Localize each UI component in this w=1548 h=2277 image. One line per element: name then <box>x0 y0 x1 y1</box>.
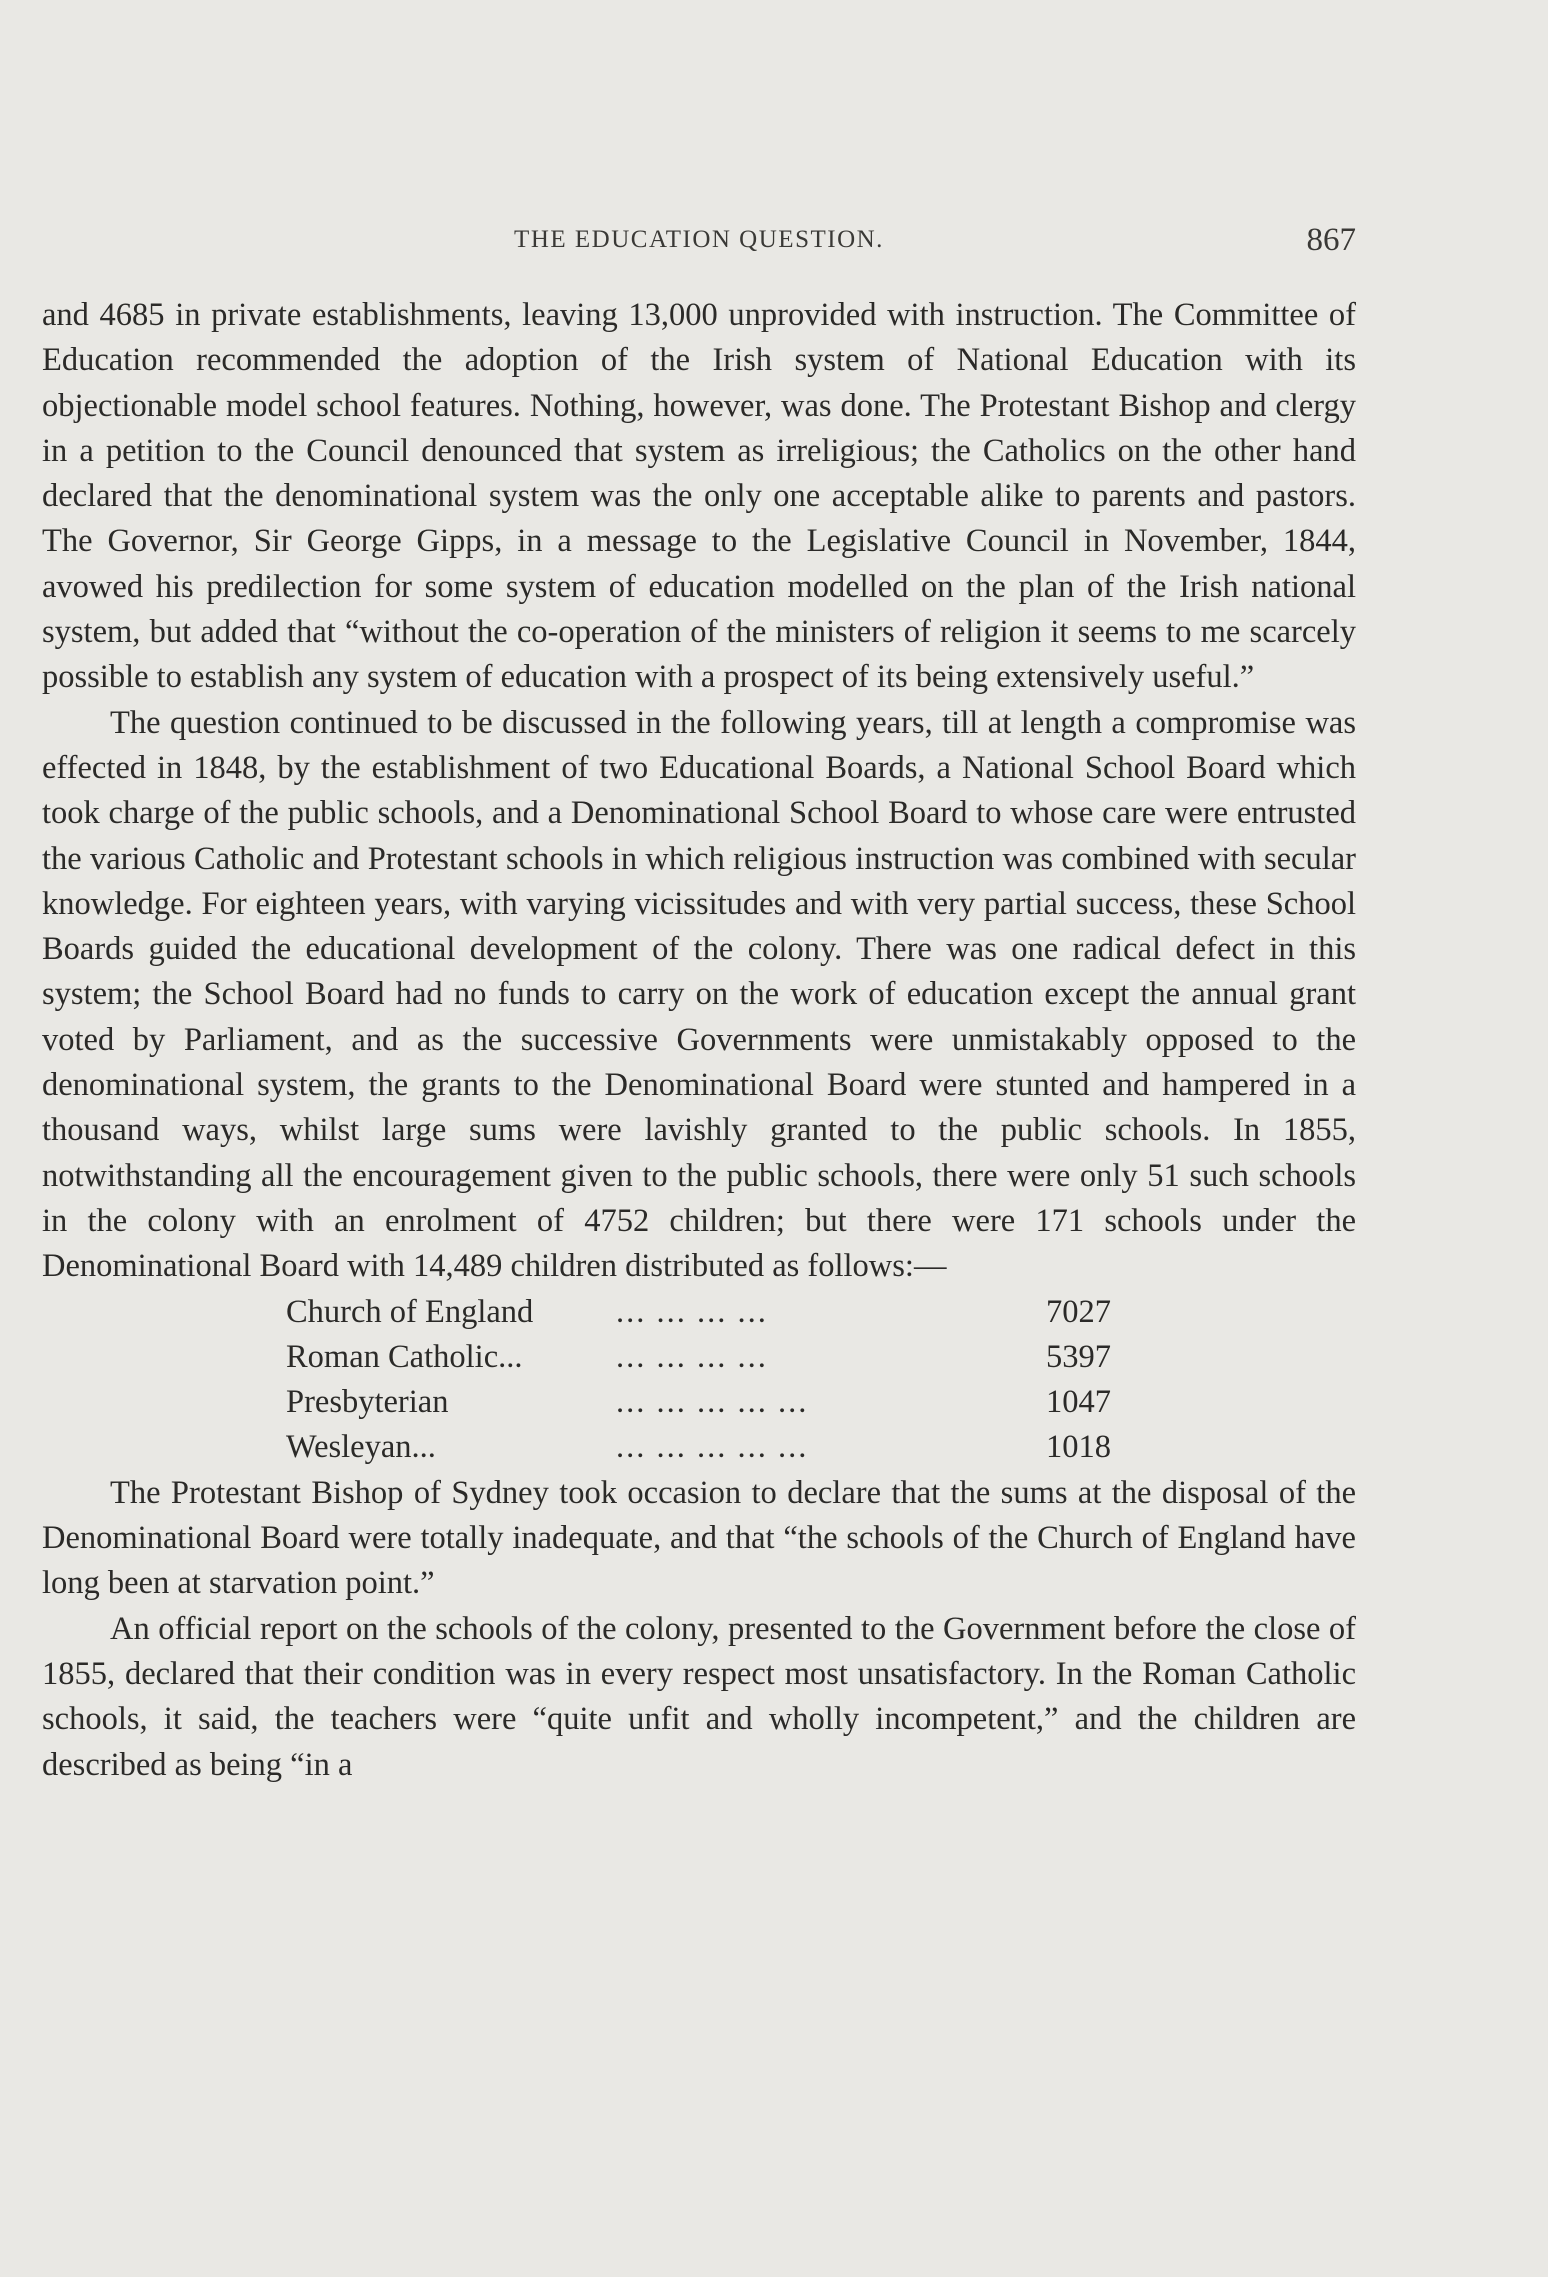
denomination-cell: Presbyterian <box>286 1384 449 1421</box>
leader-dots: ... ... ... ... <box>616 1293 768 1330</box>
denomination-cell: Church of England <box>286 1293 534 1330</box>
children-count-cell: 7027 <box>1046 1293 1111 1330</box>
enrolment-table <box>42 1290 1356 1471</box>
body-text <box>42 293 1356 1788</box>
paragraph: An official report on the schools of the colony, presented to the Government before the close of 1855, declared that their condition was in every respect most unsatisfactory. In the Roman Catholic schools, it said, the teachers were “quite unfit and wholly incompetent,” and the children are described as being “in a <box>42 1610 1356 1783</box>
table-row <box>42 1335 1356 1380</box>
running-title: THE EDUCATION QUESTION. <box>514 226 884 253</box>
paragraph: The question continued to be discussed in the following years, till at length a compromise was effected in 1848, by the establishment of two Educational Boards, a National School Board which took charge of the public schools, and a Denominational School Board to whose care were entrusted the various Catholic and Protestant schools in which religious instruction was combined with secular knowledge. For eighteen years, with varying vicissitudes and with very partial success, these School Boards guided the educational development of the colony. There was one radical defect in this system; the School Board had no funds to carry on the work of education except the annual grant voted by Parliament, and as the successive Governments were unmistakably opposed to the denominational system, the grants to the Denominational Board were stunted and hampered in a thousand ways, whilst large sums were lavishly granted to the public schools. In 1855, notwithstanding all the encouragement given to the public schools, there were only 51 such schools in the colony with an enrolment of 4752 children; but there were 171 schools under the Denominational Board with 14,489 children distributed as follows:— <box>42 704 1356 1285</box>
leader-dots: ... ... ... ... <box>616 1338 768 1375</box>
children-count-cell: 1018 <box>1046 1429 1111 1466</box>
paragraph: and 4685 in private establishments, leaving 13,000 unprovided with instruction. The Committee of Education recommended the adoption of the Irish system of National Education with its objectionable model school features. Nothing, however, was done. The Protestant Bishop and clergy in a petition to the Council denounced that system as irreligious; the Catholics on the other hand declared that the denominational system was the only one acceptable alike to parents and pastors. The Governor, Sir George Gipps, in a message to the Legislative Council in November, 1844, avowed his predilection for some system of education modelled on the plan of the Irish national system, but added that “without the co-operation of the ministers of religion it seems to me scarcely possible to establish any system of education with a prospect of its being extensively useful.” <box>42 297 1356 696</box>
children-count-cell: 5397 <box>1046 1338 1111 1375</box>
leader-dots: ... ... ... ... ... <box>616 1429 809 1466</box>
denomination-cell: Wesleyan... <box>286 1429 436 1466</box>
children-count-cell: 1047 <box>1046 1384 1111 1421</box>
page-number: 867 <box>1306 222 1356 258</box>
denomination-cell: Roman Catholic... <box>286 1338 523 1375</box>
running-head <box>42 222 1356 262</box>
table-row <box>42 1425 1356 1470</box>
table-row <box>42 1380 1356 1425</box>
leader-dots: ... ... ... ... ... <box>616 1384 809 1421</box>
paragraph: The Protestant Bishop of Sydney took occasion to declare that the sums at the disposal of the Denominational Board were totally inadequate, and that “the schools of the Church of England have long been at starvation point.” <box>42 1474 1356 1602</box>
table-row <box>42 1290 1356 1335</box>
